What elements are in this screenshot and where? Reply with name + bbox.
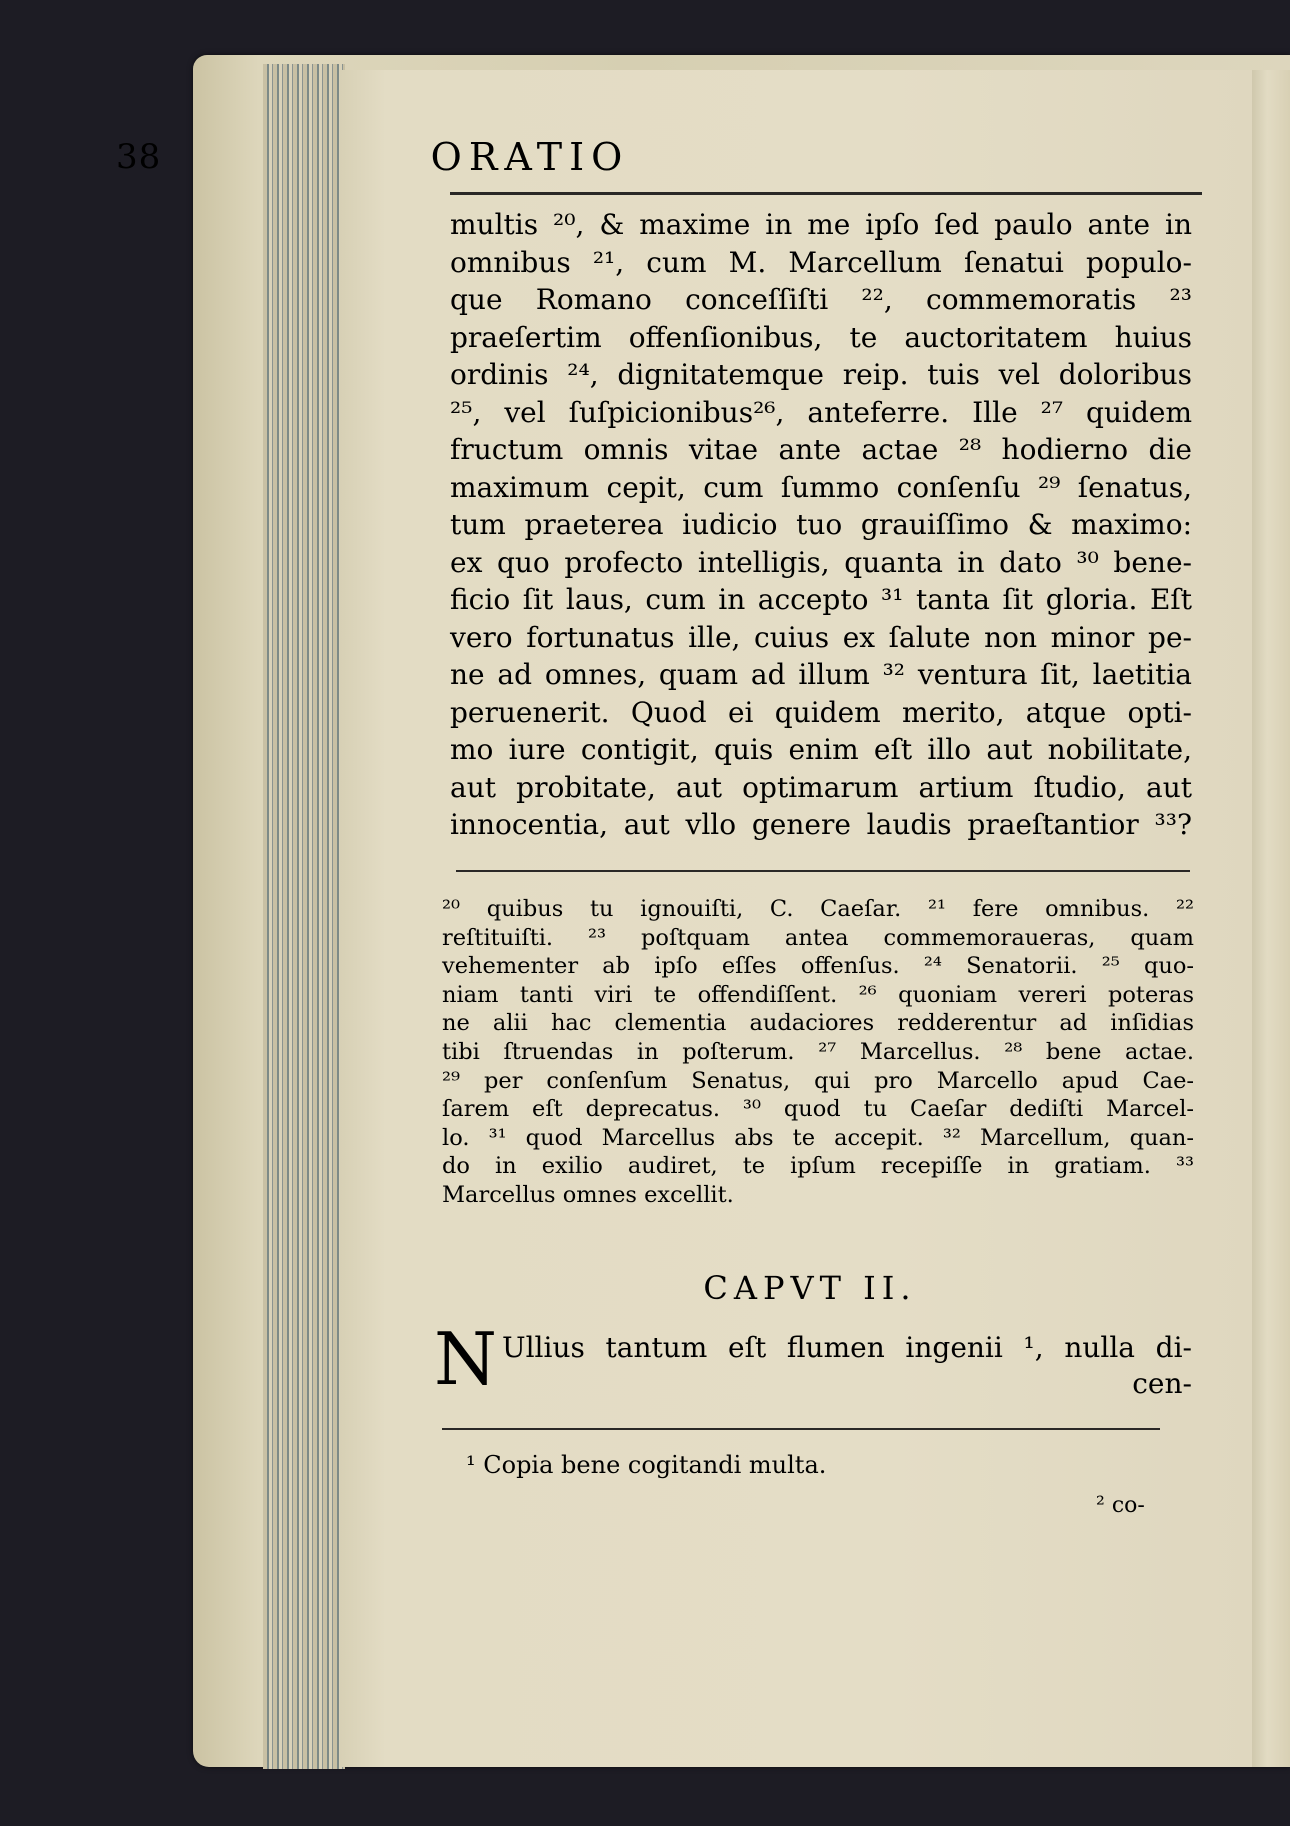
body-line: tum praeterea iudicio tuo grauiſſimo & maximo: <box>450 508 1192 541</box>
body-line: que Romano conceſſiſti ²², commemoratis ²³ <box>450 283 1192 316</box>
footnote-1: ¹ Copia bene cogitandi multa. <box>466 1451 827 1479</box>
body-line: innocentia, aut vllo genere laudis praeſtantior ³³? <box>450 808 1192 841</box>
header-rule <box>450 192 1202 195</box>
incipit-line: Ullius tantum eſt flumen ingenii ¹, nulla di- <box>502 1331 1192 1364</box>
footnote-line: niam tanti viri te offendiſſent. ²⁶ quoniam vereri poteras <box>442 981 1194 1008</box>
footnote-line: reſtituiſti. ²³ poſtquam antea commemoraueras, quam <box>442 924 1194 951</box>
footnote-line: ²⁰ quibus tu ignouiſti, C. Caeſar. ²¹ fere omnibus. ²² <box>442 896 1194 922</box>
chapter-incipit <box>502 1330 1192 1402</box>
body-line: ficio ſit laus, cum in accepto ³¹ tanta ſit gloria. Eſt <box>450 583 1192 616</box>
incipit-line: cen- <box>1132 1367 1192 1400</box>
drop-cap: N <box>434 1317 497 1401</box>
body-line: maximum cepit, cum ſummo conſenſu ²⁹ ſenatus, <box>450 470 1192 504</box>
catchword: ² co- <box>1096 1493 1145 1518</box>
body-line: fructum omnis vitae ante actae ²⁸ hodierno die <box>450 433 1192 466</box>
footnote-line: Marcellus omnes excellit. <box>442 1181 734 1208</box>
footnote-rule-2 <box>442 1428 1160 1430</box>
footnote-line: tibi ſtruendas in poſterum. ²⁷ Marcellus. ²⁸ bene actae. <box>442 1038 1194 1065</box>
body-text <box>450 206 1192 844</box>
footnote-rule <box>456 870 1190 872</box>
footnotes <box>442 895 1194 1210</box>
footnote-line: ſarem eſt deprecatus. ³⁰ quod tu Caeſar dediſti Marcel- <box>442 1096 1194 1123</box>
body-line: praeſertim offenſionibus, te auctoritatem huius <box>450 320 1192 354</box>
body-line: aut probitate, aut optimarum artium ſtudio, aut <box>450 770 1192 804</box>
footnote-line: lo. ³¹ quod Marcellus abs te accepit. ³² Marcellum, quan- <box>442 1124 1194 1151</box>
body-line: ordinis ²⁴, dignitatemque reip. tuis vel doloribus <box>450 358 1192 391</box>
body-line: ²⁵, vel ſuſpicionibus²⁶, anteferre. Ille ²⁷ quidem <box>450 395 1192 429</box>
footnote-line: vehementer ab ipſo eſſes offenſus. ²⁴ Senatorii. ²⁵ quo- <box>442 953 1194 980</box>
body-line: ne ad omnes, quam ad illum ³² ventura ſit, laetitia <box>450 658 1192 691</box>
running-head: ORATIO <box>430 135 630 179</box>
facing-page-edge <box>1252 70 1290 1767</box>
page-edges <box>263 64 345 1769</box>
body-line: peruenerit. Quod ei quidem merito, atque opti- <box>450 695 1192 729</box>
body-line: omnibus ²¹, cum M. Marcellum ſenatui populo- <box>450 245 1192 279</box>
footnote-line: ²⁹ per conſenſum Senatus, qui pro Marcello apud Cae- <box>442 1067 1194 1094</box>
body-line: vero fortunatus ille, cuius ex ſalute non minor pe- <box>450 620 1192 654</box>
body-line: ex quo profecto intelligis, quanta in dato ³⁰ bene- <box>450 545 1192 579</box>
footnote-line: ne alii hac clementia audaciores redderentur ad inſidias <box>442 1010 1194 1037</box>
chapter-heading: CAPVT II. <box>703 1269 917 1307</box>
body-line: multis ²⁰, & maxime in me ipſo ſed paulo ante in <box>450 208 1192 241</box>
footnote-line: do in exilio audiret, te ipſum recepiſſe in gratiam. ³³ <box>442 1153 1194 1180</box>
body-line: mo iure contigit, quis enim eſt illo aut nobilitate, <box>450 733 1192 766</box>
page-number: 38 <box>116 137 162 177</box>
